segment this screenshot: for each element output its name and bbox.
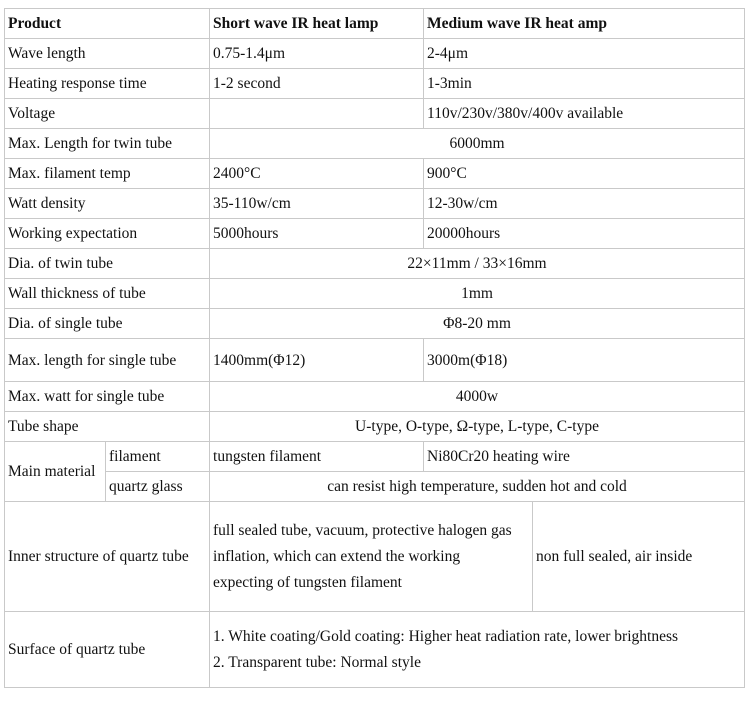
- cell-value: Φ8-20 mm: [210, 309, 745, 339]
- row-label: Watt density: [5, 189, 210, 219]
- spec-table: [4, 8, 745, 688]
- cell-medium: 12-30w/cm: [424, 189, 745, 219]
- row-label: Wall thickness of tube: [5, 279, 210, 309]
- row-label: Inner structure of quartz tube: [5, 502, 210, 612]
- cell-short: 0.75-1.4μm: [210, 39, 424, 69]
- cell-short: 1400mm(Φ12): [210, 339, 424, 382]
- header-short-wave: Short wave IR heat lamp: [210, 9, 424, 39]
- table-row: [5, 612, 745, 688]
- surface-line-2: 2. Transparent tube: Normal style: [213, 653, 421, 671]
- cell-medium: 1-3min: [424, 69, 745, 99]
- cell-value: 22×11mm / 33×16mm: [210, 249, 745, 279]
- cell-medium: 900°C: [424, 159, 745, 189]
- sub-label-quartz: quartz glass: [106, 472, 210, 502]
- row-label: Dia. of twin tube: [5, 249, 210, 279]
- cell-value: [210, 612, 745, 688]
- cell-medium: 2-4μm: [424, 39, 745, 69]
- cell-short: full sealed tube, vacuum, protective halogen gas inflation, which can extend the working expecting of tungsten filament: [210, 502, 533, 612]
- cell-value: 6000mm: [210, 129, 745, 159]
- row-label: Heating response time: [5, 69, 210, 99]
- table-row: [5, 412, 745, 442]
- table-row: [5, 339, 745, 382]
- cell-value: U-type, O-type, Ω-type, L-type, C-type: [210, 412, 745, 442]
- cell-short: 5000hours: [210, 219, 424, 249]
- cell-empty: [210, 99, 424, 129]
- table-row: [5, 442, 745, 472]
- row-label: Working expectation: [5, 219, 210, 249]
- row-label: Max. filament temp: [5, 159, 210, 189]
- cell-value: 110v/230v/380v/400v available: [424, 99, 745, 129]
- cell-short: 35-110w/cm: [210, 189, 424, 219]
- cell-medium: non full sealed, air inside: [533, 502, 745, 612]
- row-label: Dia. of single tube: [5, 309, 210, 339]
- row-label: Max. watt for single tube: [5, 382, 210, 412]
- row-label-material: Main material: [5, 442, 106, 502]
- table-row: [5, 249, 745, 279]
- table-row: [5, 159, 745, 189]
- cell-short: tungsten filament: [210, 442, 424, 472]
- sub-label-filament: filament: [106, 442, 210, 472]
- table-row: [5, 279, 745, 309]
- cell-value: can resist high temperature, sudden hot and cold: [210, 472, 745, 502]
- table-row: [5, 502, 745, 612]
- row-label: Surface of quartz tube: [5, 612, 210, 688]
- table-row: [5, 309, 745, 339]
- row-label: Voltage: [5, 99, 210, 129]
- cell-short: 2400°C: [210, 159, 424, 189]
- table-row: [5, 129, 745, 159]
- table-row: [5, 472, 745, 502]
- row-label: Max. Length for twin tube: [5, 129, 210, 159]
- header-row: [5, 9, 745, 39]
- cell-value: 1mm: [210, 279, 745, 309]
- table-row: [5, 219, 745, 249]
- row-label: Max. length for single tube: [5, 339, 210, 382]
- table-row: [5, 69, 745, 99]
- table-row: [5, 39, 745, 69]
- cell-value: 4000w: [210, 382, 745, 412]
- cell-medium: 20000hours: [424, 219, 745, 249]
- header-medium-wave: Medium wave IR heat amp: [424, 9, 745, 39]
- surface-line-1: 1. White coating/Gold coating: Higher heat radiation rate, lower brightness: [213, 627, 679, 645]
- row-label: Tube shape: [5, 412, 210, 442]
- table-row: [5, 189, 745, 219]
- cell-short: 1-2 second: [210, 69, 424, 99]
- table-row: [5, 382, 745, 412]
- table-row: [5, 99, 745, 129]
- cell-medium: 3000m(Φ18): [424, 339, 745, 382]
- cell-medium: Ni80Cr20 heating wire: [424, 442, 745, 472]
- header-product: Product: [5, 9, 210, 39]
- row-label: Wave length: [5, 39, 210, 69]
